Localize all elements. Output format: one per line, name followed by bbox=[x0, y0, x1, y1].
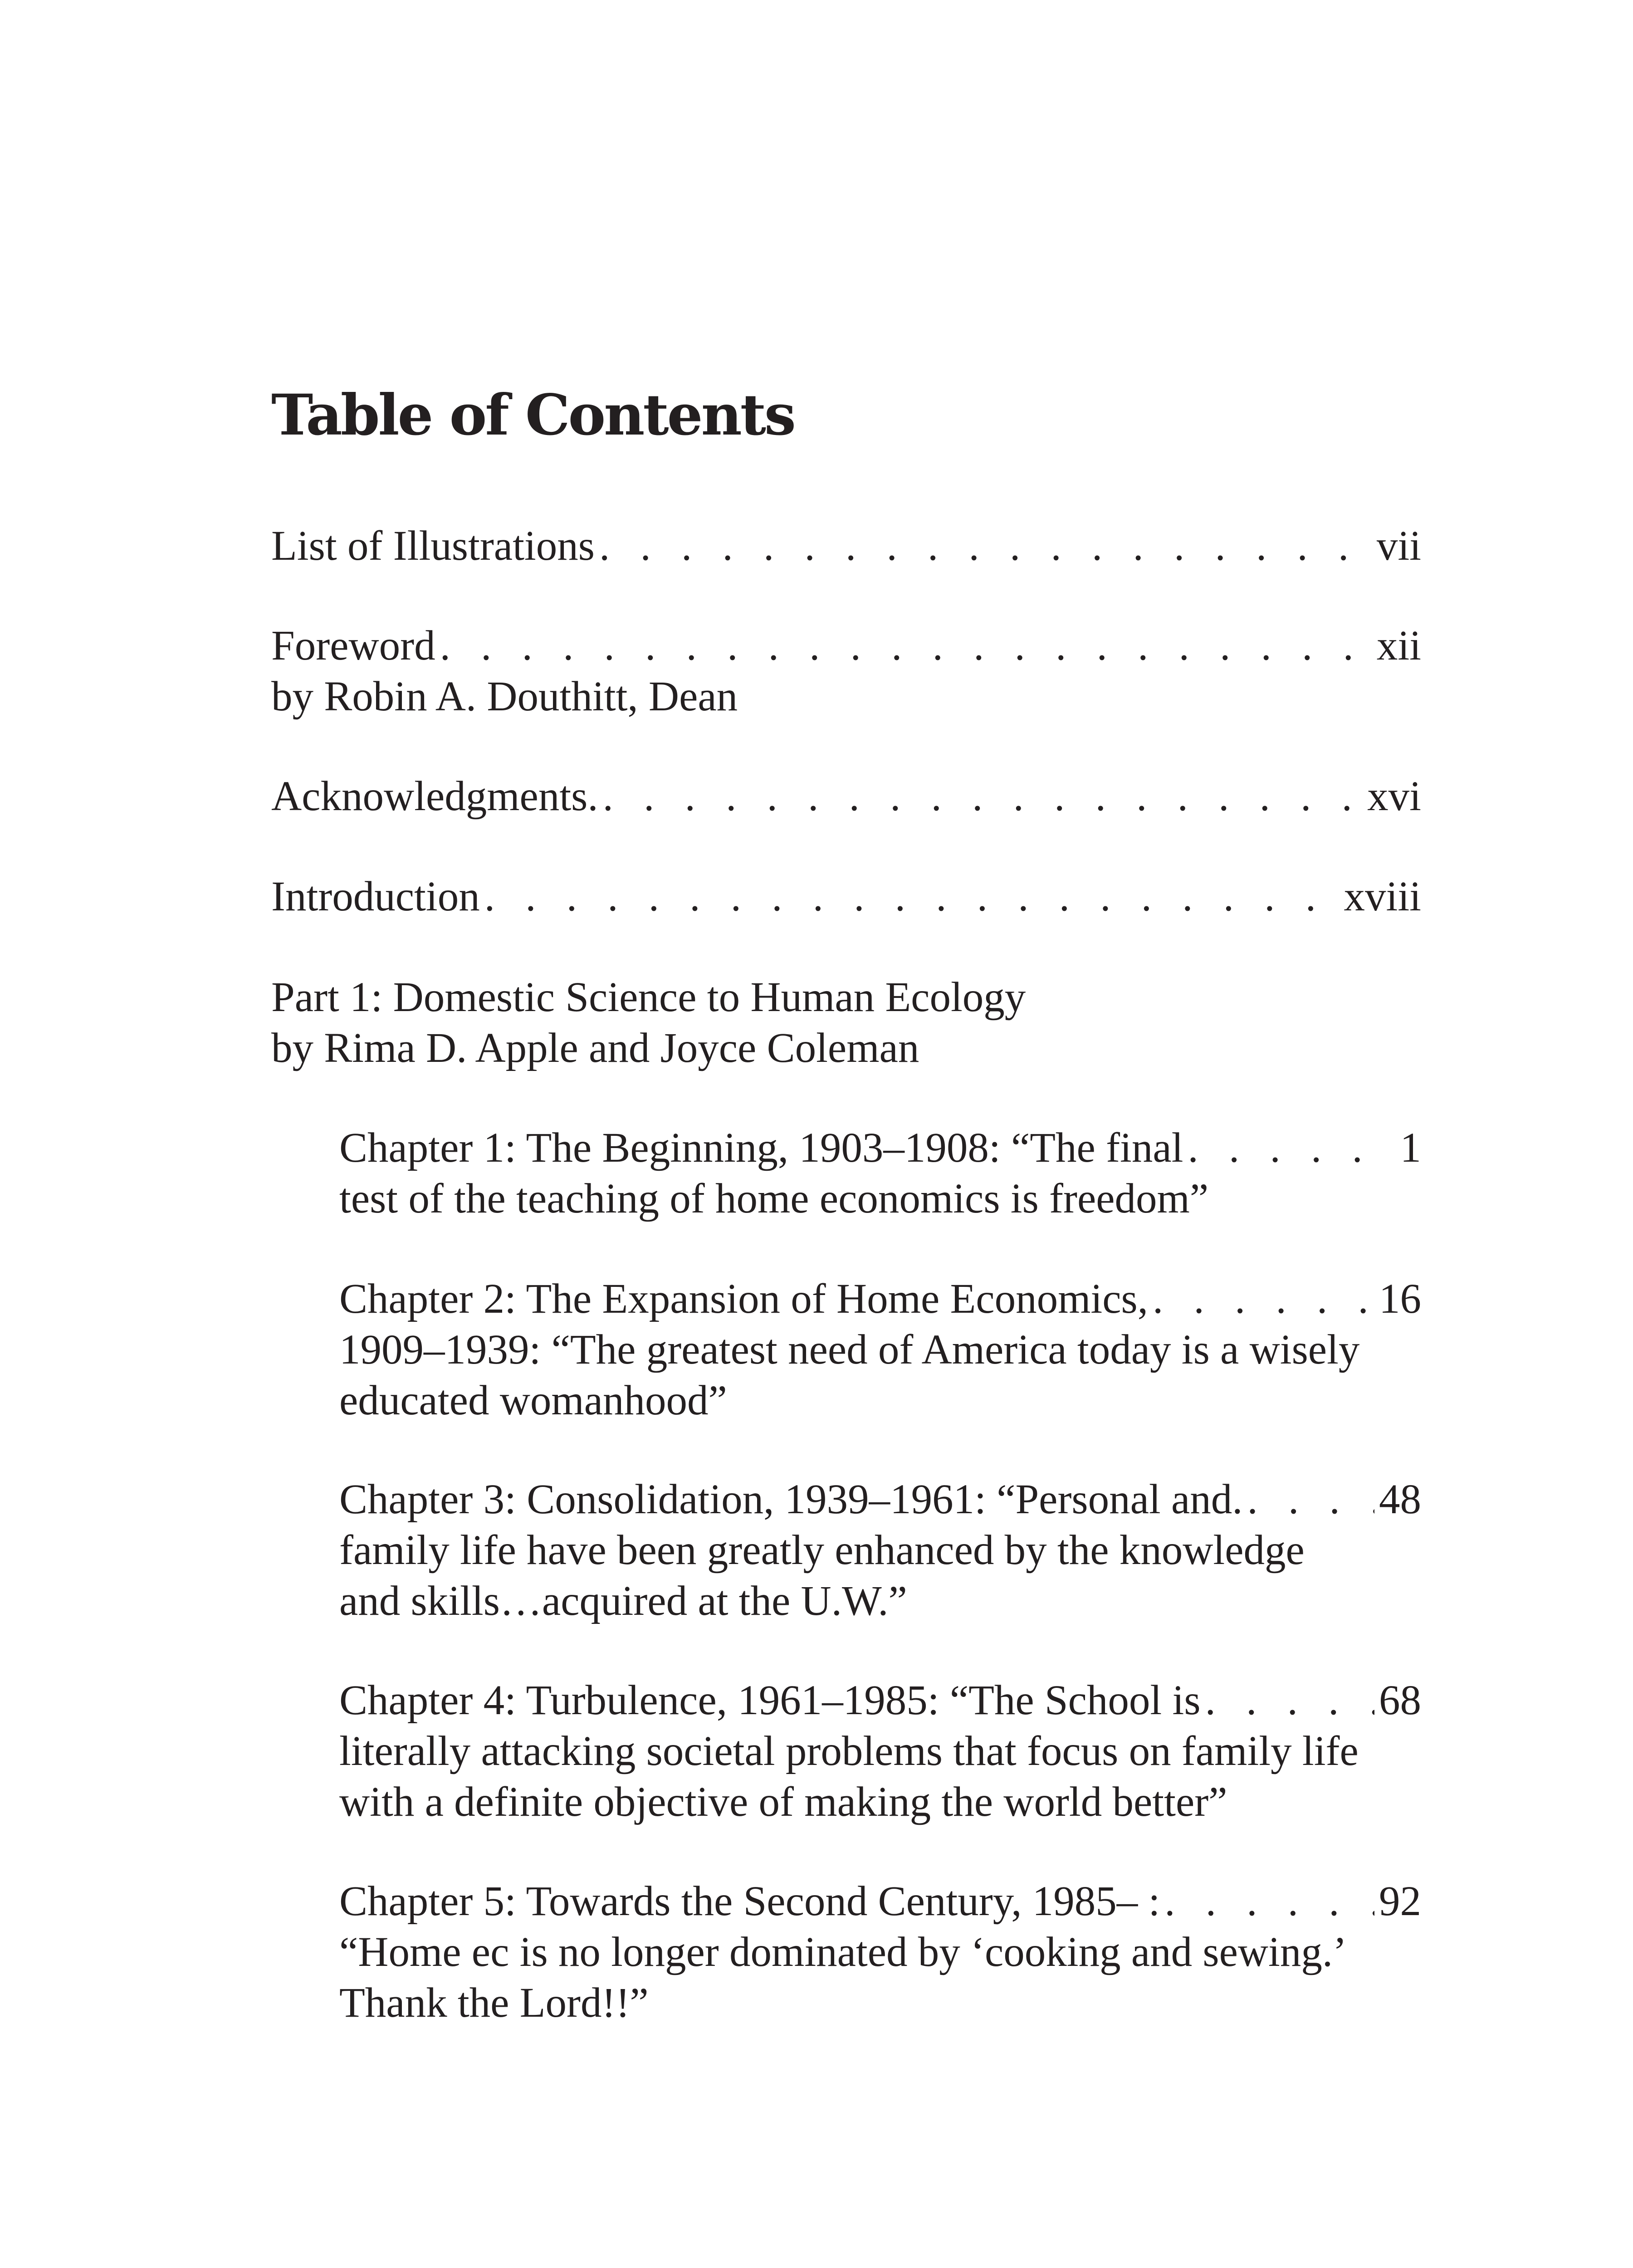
chapter-subtitle-line: educated womanhood” bbox=[339, 1377, 727, 1424]
dot-leader bbox=[1153, 1274, 1374, 1325]
dot-leader bbox=[1247, 1474, 1374, 1525]
dot-leader bbox=[440, 621, 1372, 671]
page-number: xvi bbox=[1367, 773, 1421, 820]
part-title: Part 1: Domestic Science to Human Ecology bbox=[271, 974, 1026, 1021]
page-title: Table of Contents bbox=[271, 382, 794, 448]
page-number: xviii bbox=[1344, 873, 1421, 920]
chapter-title: Chapter 5: Towards the Second Century, 1985– : bbox=[339, 1878, 1160, 1925]
dot-leader bbox=[1205, 1675, 1374, 1726]
chapter-subtitle-line: Thank the Lord!!” bbox=[339, 1980, 649, 2026]
toc-entry-chapter-4 bbox=[339, 1675, 1421, 1828]
entry-label: Introduction bbox=[271, 873, 480, 920]
dot-leader bbox=[599, 521, 1372, 572]
page-number: 92 bbox=[1379, 1878, 1421, 1925]
page-number: 16 bbox=[1379, 1276, 1421, 1322]
entry-byline: by Robin A. Douthitt, Dean bbox=[271, 673, 738, 720]
entry-label: List of Illustrations bbox=[271, 523, 595, 569]
toc-entry-introduction bbox=[271, 871, 1421, 922]
entry-label: Acknowledgments. bbox=[271, 773, 598, 820]
chapter-title: Chapter 4: Turbulence, 1961–1985: “The School is bbox=[339, 1677, 1201, 1724]
toc-entry-acknowledgments bbox=[271, 771, 1421, 822]
dot-leader bbox=[484, 871, 1340, 922]
toc-entry-chapter-3 bbox=[339, 1474, 1421, 1627]
toc-part-heading bbox=[271, 972, 1421, 1074]
dot-leader bbox=[603, 771, 1363, 822]
chapter-subtitle-line: family life have been greatly enhanced by the knowledge bbox=[339, 1527, 1305, 1574]
page-number: xii bbox=[1376, 622, 1421, 669]
toc-entry-chapter-2 bbox=[339, 1274, 1421, 1426]
chapter-subtitle-line: with a definite objective of making the world better” bbox=[339, 1779, 1227, 1825]
page-number: 68 bbox=[1379, 1677, 1421, 1724]
page-number: 1 bbox=[1400, 1124, 1421, 1171]
chapter-subtitle-line: 1909–1939: “The greatest need of America today is a wisely bbox=[339, 1326, 1360, 1373]
toc-entry-foreword bbox=[271, 621, 1421, 722]
chapter-subtitle-line: literally attacking societal problems that focus on family life bbox=[339, 1728, 1359, 1774]
entry-label: Foreword bbox=[271, 622, 435, 669]
chapter-subtitle-line: and skills…acquired at the U.W.” bbox=[339, 1578, 907, 1624]
chapter-subtitle-line: “Home ec is no longer dominated by ‘cooking and sewing.’ bbox=[339, 1929, 1347, 1975]
chapter-title: Chapter 2: The Expansion of Home Economics, bbox=[339, 1276, 1148, 1322]
part-byline: by Rima D. Apple and Joyce Coleman bbox=[271, 1025, 919, 1071]
dot-leader bbox=[1164, 1876, 1374, 1927]
page-number: 48 bbox=[1379, 1476, 1421, 1523]
chapter-title: Chapter 3: Consolidation, 1939–1961: “Personal and. bbox=[339, 1476, 1243, 1523]
toc-entry-chapter-5 bbox=[339, 1876, 1421, 2028]
dot-leader bbox=[1188, 1123, 1396, 1173]
toc-entry-list-of-illustrations bbox=[271, 521, 1421, 572]
chapter-title: Chapter 1: The Beginning, 1903–1908: “The final bbox=[339, 1124, 1183, 1171]
toc-entry-chapter-1 bbox=[339, 1123, 1421, 1224]
page-number: vii bbox=[1376, 523, 1421, 569]
chapter-subtitle-line: test of the teaching of home economics is freedom” bbox=[339, 1175, 1209, 1222]
